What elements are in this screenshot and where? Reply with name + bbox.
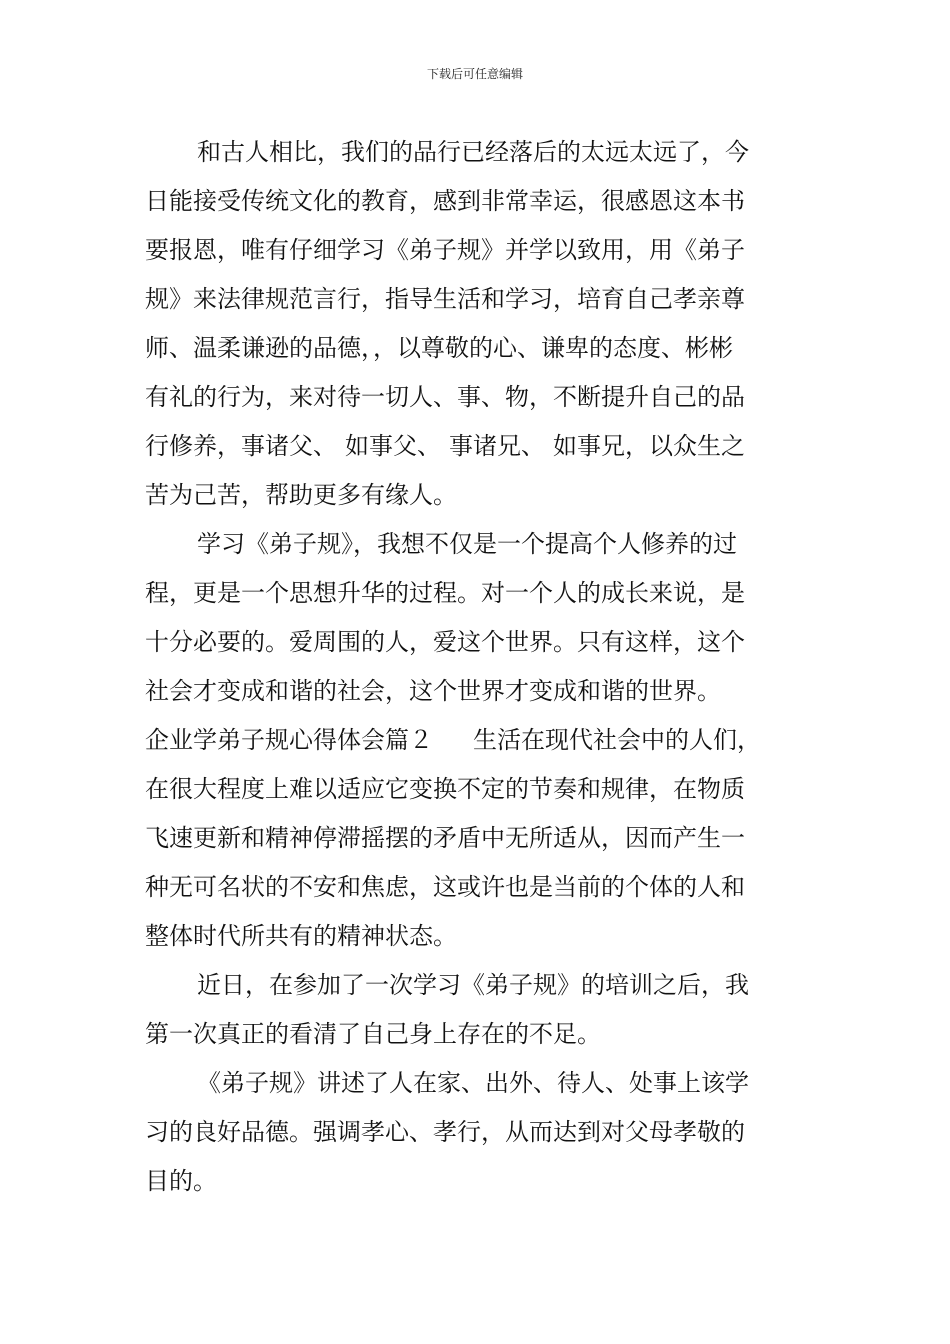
text-line: 日能接受传统文化的教育，感到非常幸运，很感恩这本书 [145,187,745,215]
document-body [145,128,807,1206]
text-line: 目的。 [145,1167,217,1195]
text-line: 社会才变成和谐的社会，这个世界才变成和谐的世界。 [145,677,721,705]
text-line: 习的良好品德。强调孝心、孝行，从而达到对父母孝敬的 [145,1118,745,1146]
text-line: 整体时代所共有的精神状态。 [145,922,457,950]
text-line [145,716,807,765]
text-segment: 行修养，事诸父、 [145,432,337,460]
section-heading: 企业学弟子规心得体会篇２ [145,726,433,754]
text-segment: 事诸兄、 [449,432,545,460]
header-note: 下载后可任意编辑 [426,67,523,81]
text-line [145,422,807,471]
text-line: 要报恩，唯有仔细学习《弟子规》并学以致用，用《弟子 [145,236,745,264]
text-line: 近日，在参加了一次学习《弟子规》的培训之后，我 [197,971,749,999]
text-segment: 生活在现代社会中的人们， [473,726,761,754]
text-line: 种无可名状的不安和焦虑，这或许也是当前的个体的人和 [145,873,745,901]
text-line: 规》来法律规范言行，指导生活和学习，培育自己孝亲尊 [145,285,745,313]
text-segment: 如事父、 [345,432,441,460]
text-segment: 如事兄，以众生之 [553,432,745,460]
text-line: 程，更是一个思想升华的过程。对一个人的成长来说，是 [145,579,745,607]
text-line: 和古人相比，我们的品行已经落后的太远太远了，今 [197,138,749,166]
text-line: 在很大程度上难以适应它变换不定的节奏和规律，在物质 [145,775,745,803]
text-line: 第一次真正的看清了自己身上存在的不足。 [145,1020,601,1048]
text-line: 师、温柔谦逊的品德，，以尊敬的心、谦卑的态度、彬彬 [145,334,733,362]
text-line: 十分必要的。爱周围的人，爱这个世界。只有这样，这个 [145,628,745,656]
text-line: 《弟子规》讲述了人在家、出外、待人、处事上该学 [197,1069,749,1097]
text-line: 苦为己苦，帮助更多有缘人。 [145,481,457,509]
text-line: 学习《弟子规》，我想不仅是一个提高个人修养的过 [197,530,737,558]
text-line: 有礼的行为，来对待一切人、事、物，不断提升自己的品 [145,383,745,411]
text-line: 飞速更新和精神停滞摇摆的矛盾中无所适从，因而产生一 [145,824,745,852]
